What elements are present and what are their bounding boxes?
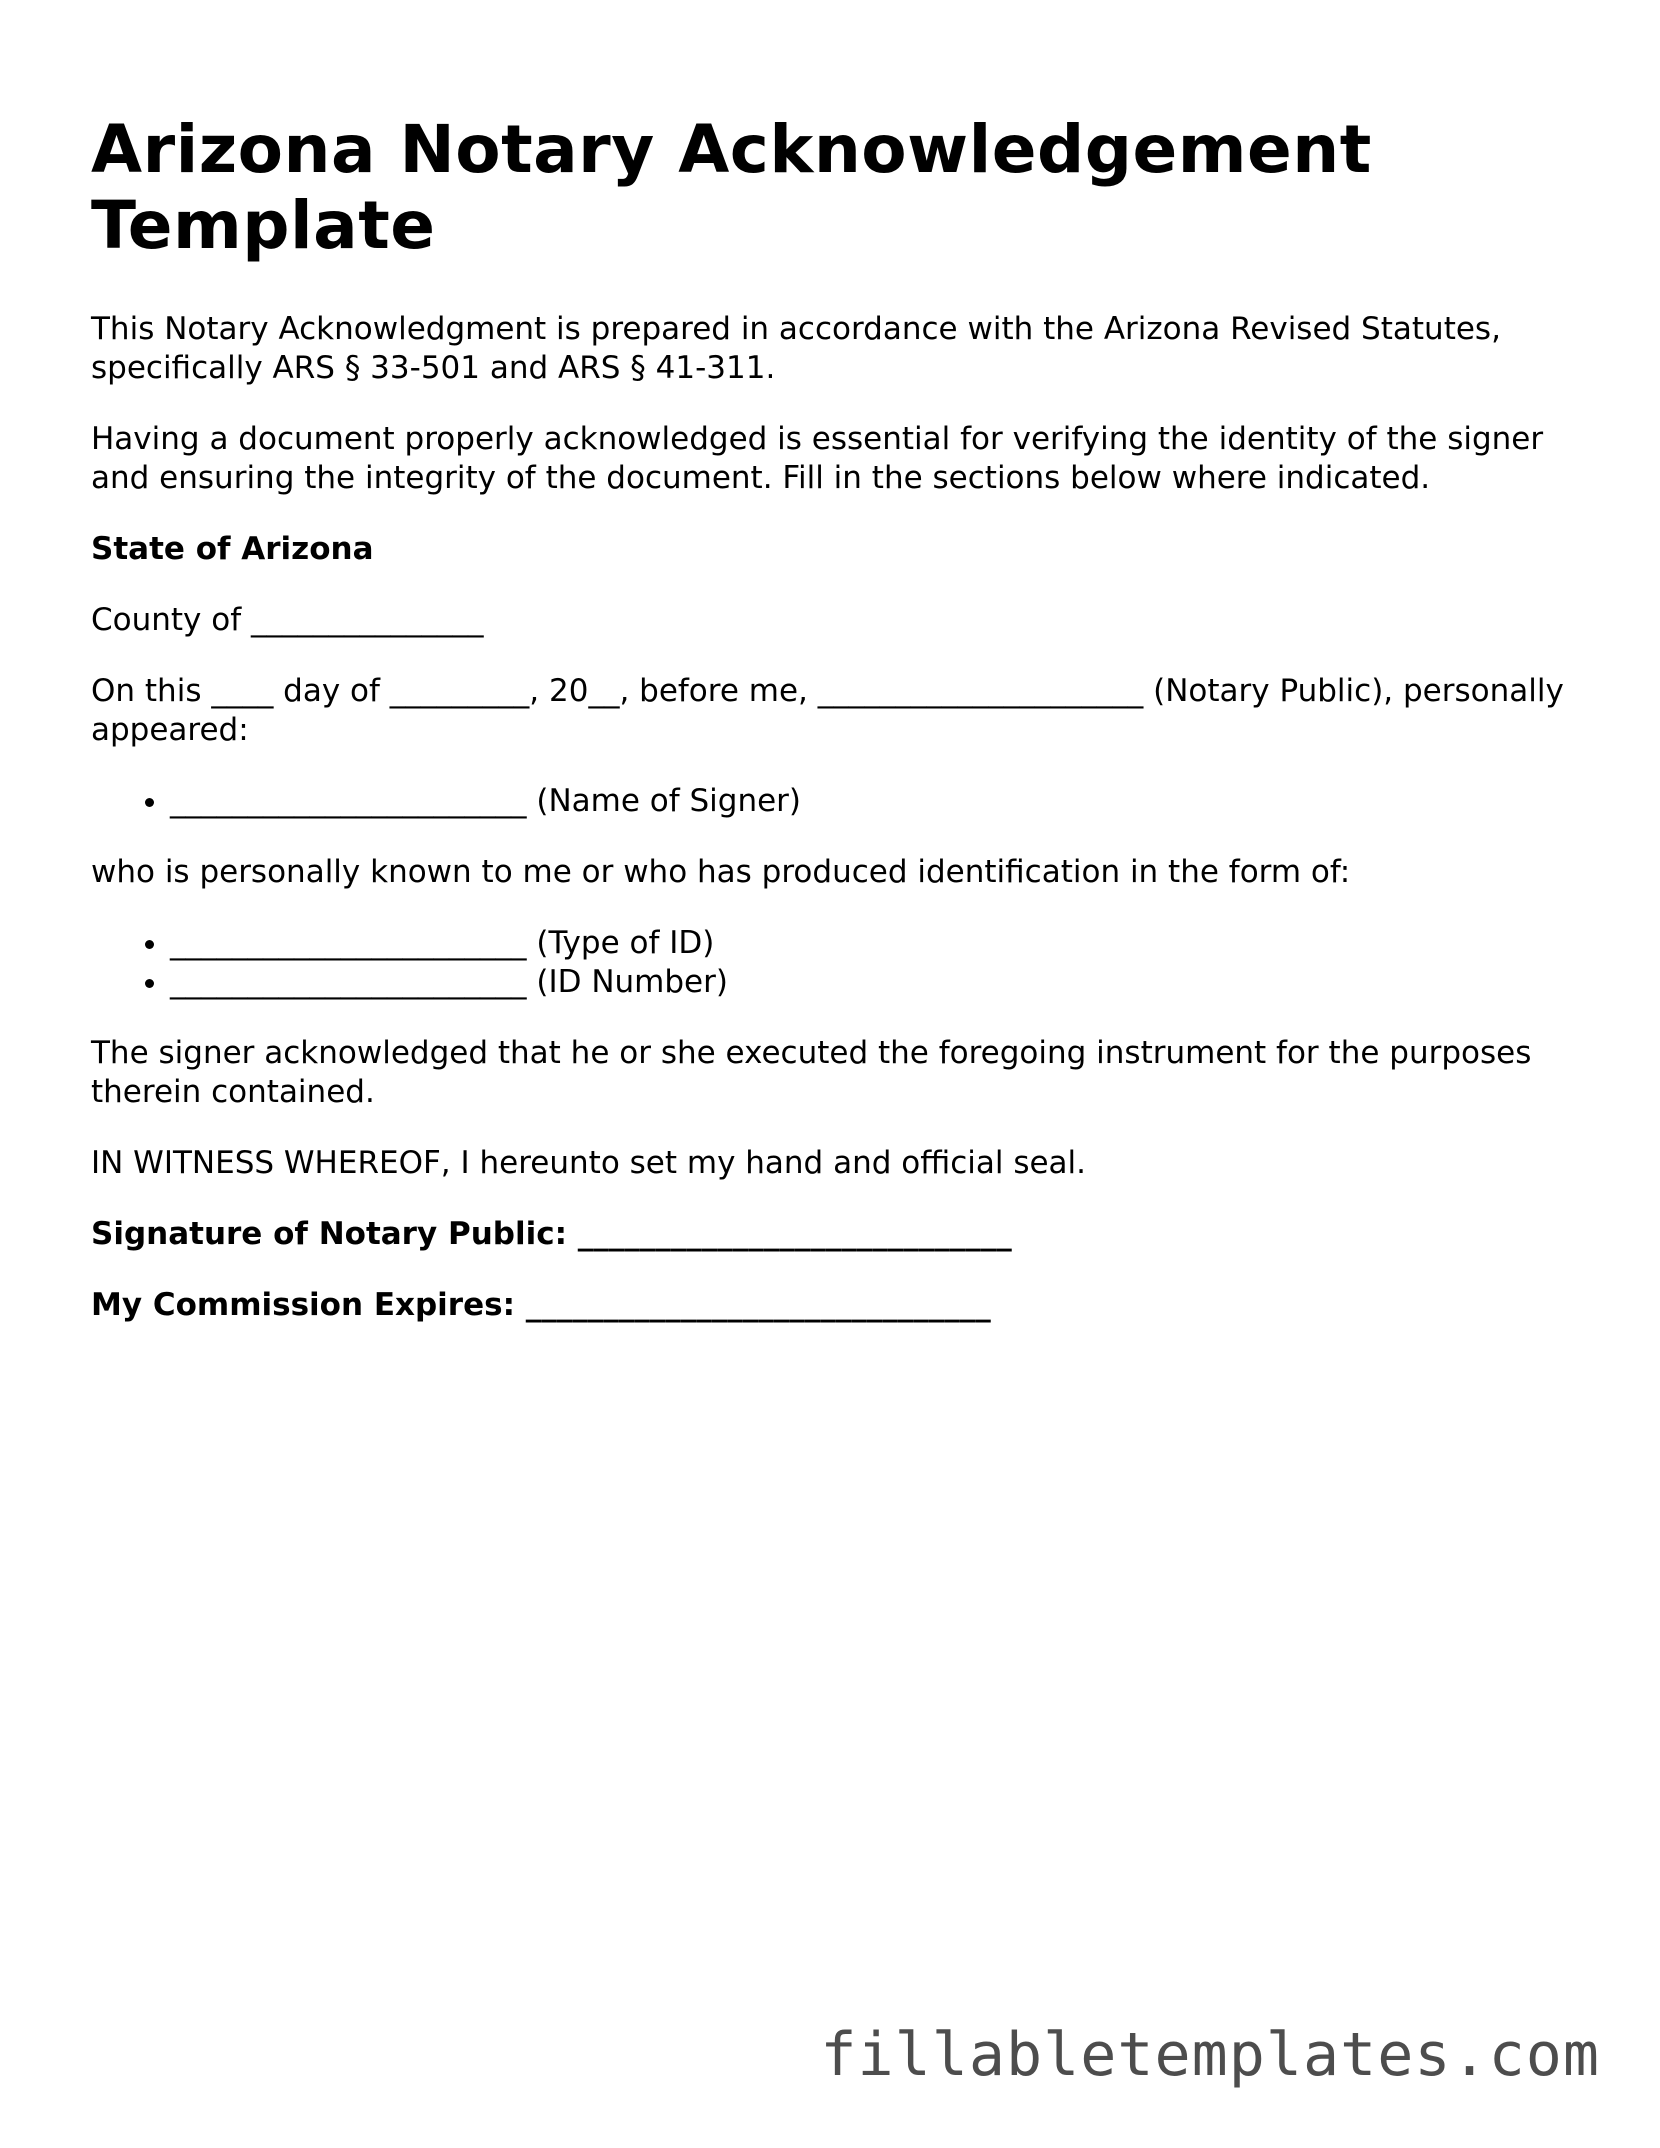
intro-paragraph: This Notary Acknowledgment is prepared in accordance with the Arizona Revised Statutes, specifically ARS § 33-501 and ARS § 41-311. [91, 311, 1501, 386]
commission-expires-line: My Commission Expires: ______________________________ [91, 1287, 991, 1323]
id-type-item: • _______________________ (Type of ID) [170, 924, 1571, 963]
identification-line: who is personally known to me or who has produced identification in the form of: [91, 854, 1351, 890]
watermark: fillabletemplates.com [820, 2020, 1600, 2090]
signer-name-item: • _______________________ (Name of Signer) [170, 782, 1571, 821]
document-title: Arizona Notary Acknowledgement Template [91, 111, 1372, 264]
county-line: County of _______________ [91, 602, 484, 638]
id-list [91, 924, 1571, 1002]
purpose-paragraph: Having a document properly acknowledged is essential for verifying the identity of the signer and ensuring the integrity of the document. Fill in the sections below where indicated. [91, 421, 1544, 496]
appearance-line: On this ____ day of _________, 20__, before me, _____________________ (Notary Public), personally appeared: [91, 673, 1564, 748]
acknowledgment-line: The signer acknowledged that he or she executed the foregoing instrument for the purposes therein contained. [91, 1035, 1532, 1110]
notary-signature-line: Signature of Notary Public: ____________________________ [91, 1216, 1012, 1252]
signer-list [91, 782, 1571, 821]
id-number-item: • _______________________ (ID Number) [170, 963, 1571, 1002]
state-heading: State of Arizona [91, 531, 374, 567]
document-page [91, 112, 1571, 1357]
witness-line: IN WITNESS WHEREOF, I hereunto set my hand and official seal. [91, 1145, 1087, 1181]
